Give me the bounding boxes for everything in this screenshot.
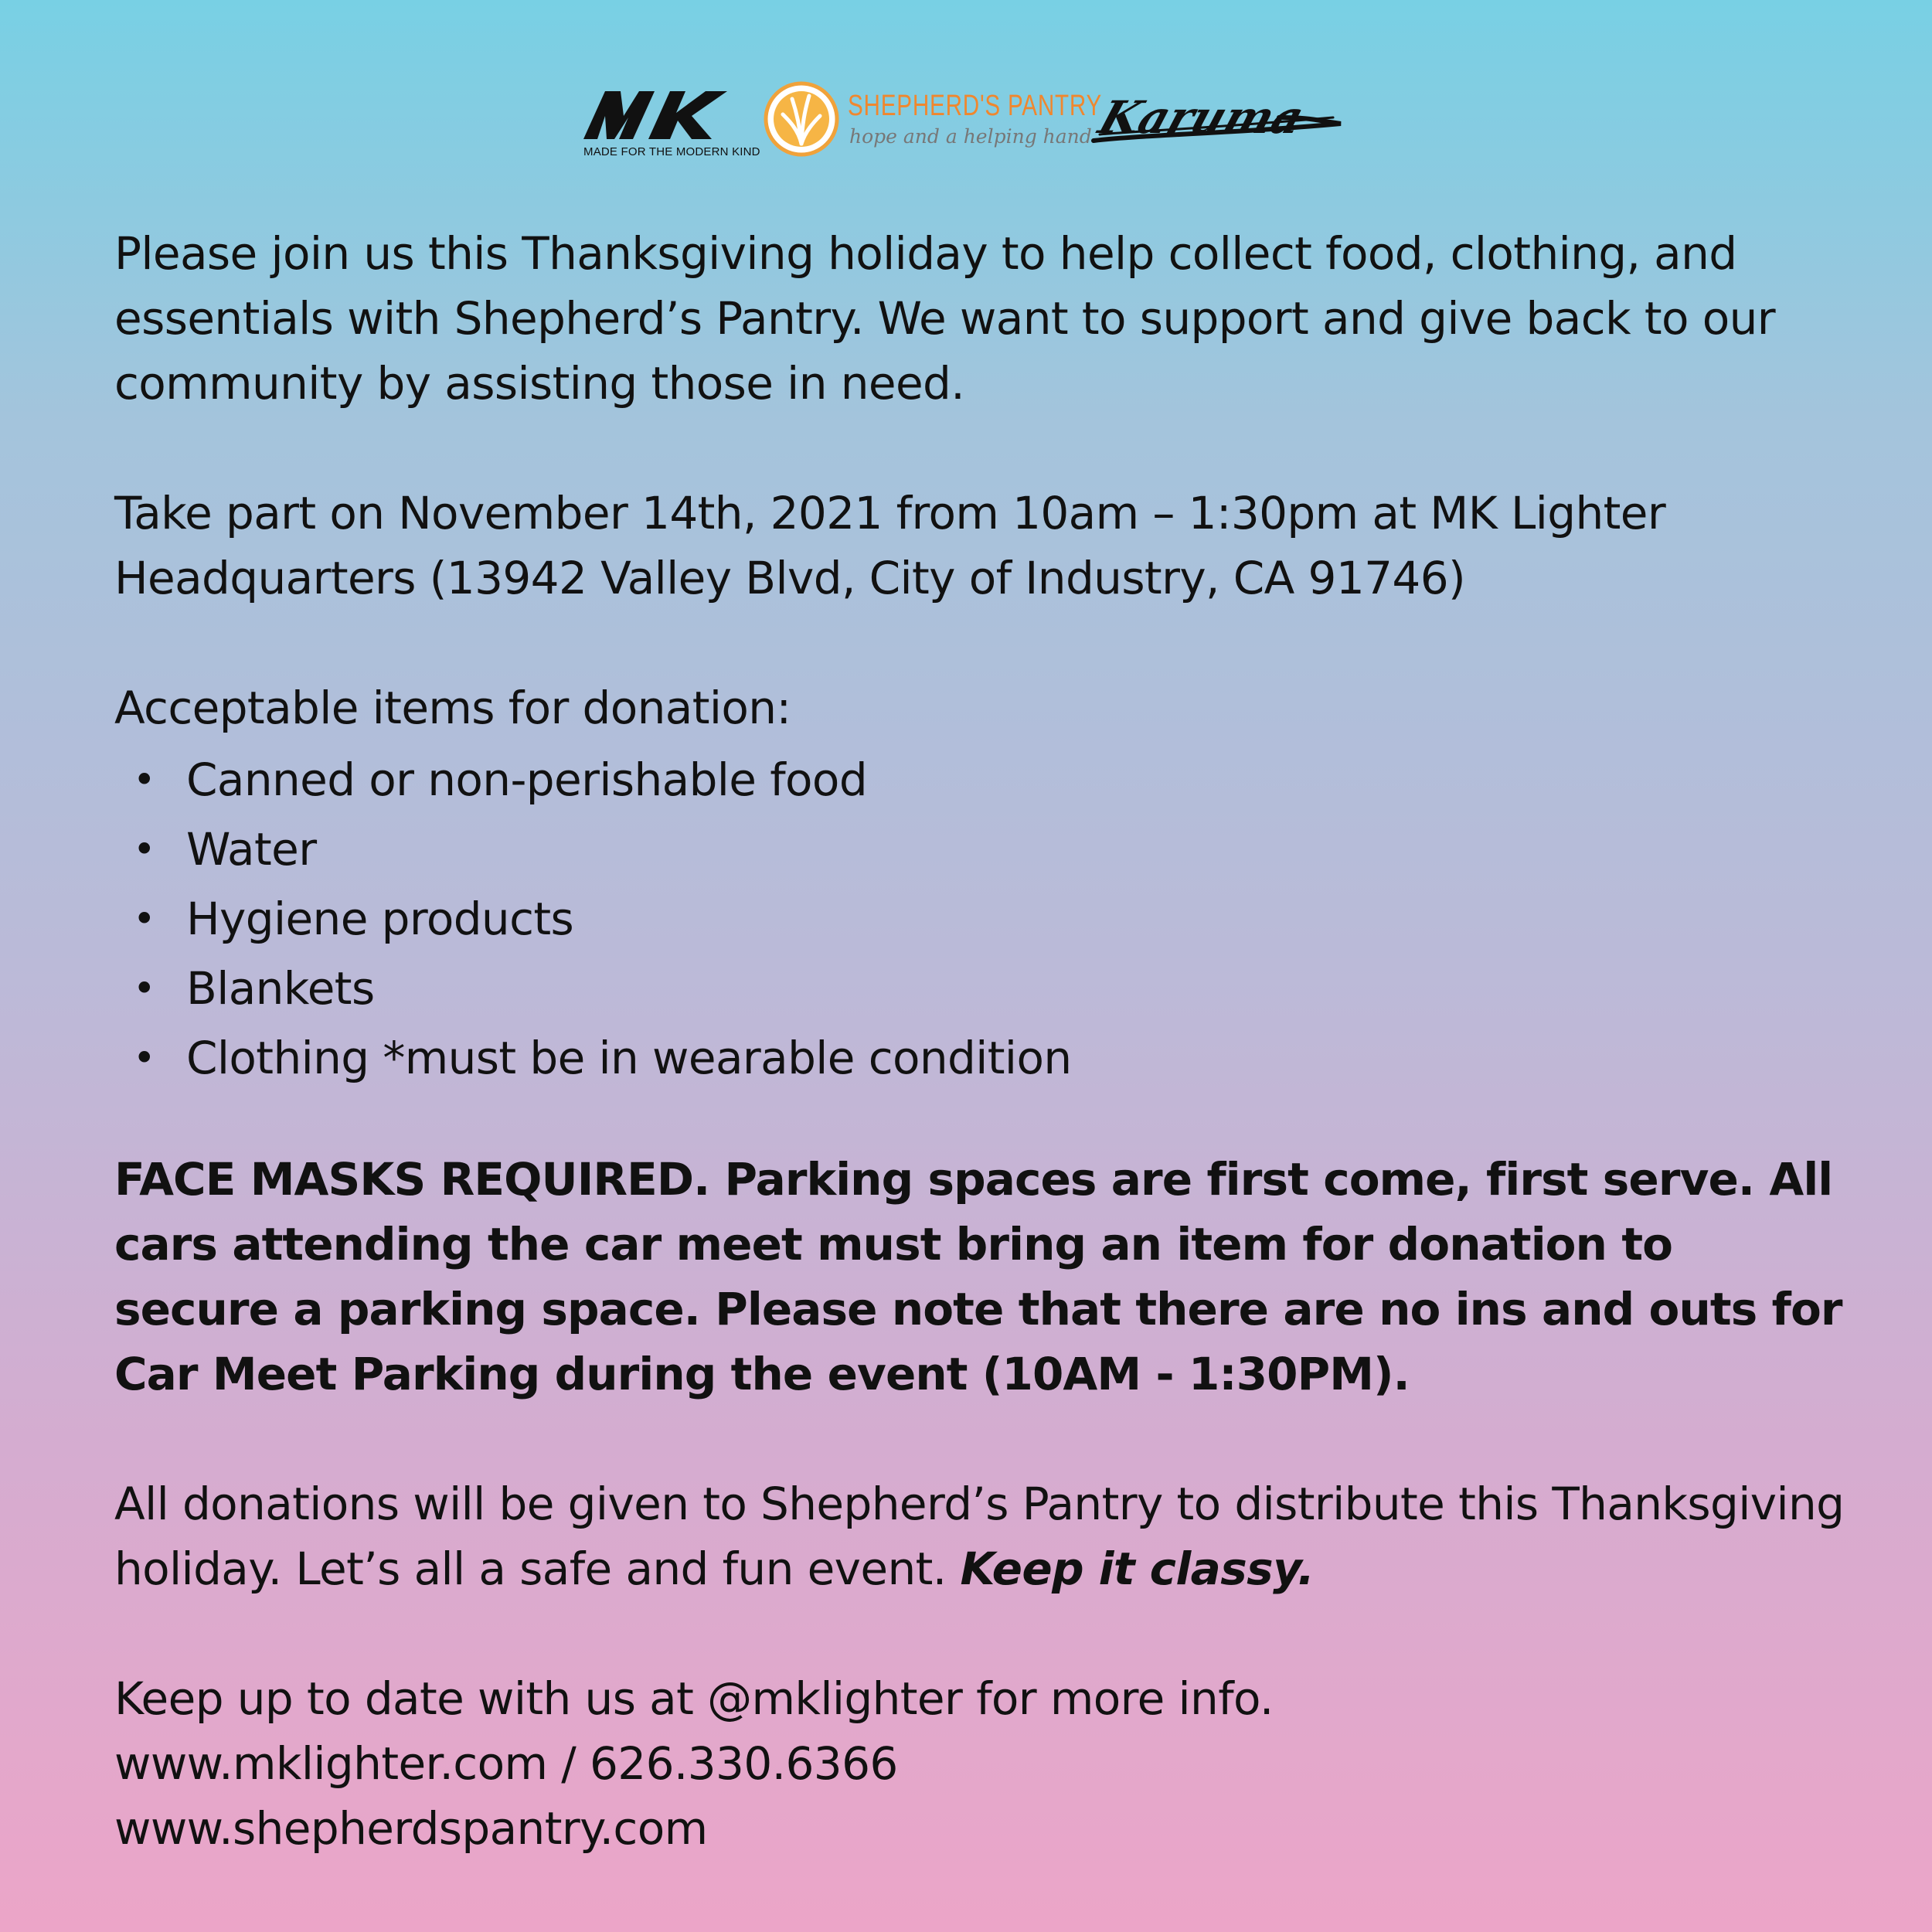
intro-paragraph: Please join us this Thanksgiving holiday to help collect food, clothing, and essentials with Shepherd’s Pantry. We want to support and give back to our community by assisting those in need. (114, 227, 1775, 410)
logo-row (0, 77, 1932, 162)
item-label: Hygiene products (186, 893, 574, 945)
shepherds-pantry-logo (761, 79, 1103, 160)
list-item (114, 1023, 1845, 1093)
bullet-icon: • (133, 966, 155, 1011)
closing-paragraph (114, 1471, 1845, 1601)
donation-heading: Acceptable items for donation: (114, 682, 791, 734)
closing-emphasis: Keep it classy. (960, 1543, 1315, 1595)
closing-text: All donations will be given to Shepherd’s Pantry to distribute this Thanksgiving holiday. Let’s all a safe and fun event. (114, 1478, 1845, 1595)
flyer-body (114, 221, 1845, 1861)
sp-tagline: hope and a helping hand (849, 125, 1092, 148)
bullet-icon: • (133, 827, 155, 872)
list-item (114, 815, 1845, 884)
list-item (114, 745, 1845, 815)
item-label: Clothing *must be in wearable condition (186, 1032, 1072, 1084)
sp-name: SHEPHERD'S PANTRY (848, 90, 1103, 122)
mk-tagline: MADE FOR THE MODERN KIND (583, 145, 760, 158)
event-details: Take part on November 14th, 2021 from 10am – 1:30pm at MK Lighter Headquarters (13942 Valley Blvd, City of Industry, CA 91746) (114, 487, 1666, 604)
bullet-icon: • (133, 757, 155, 802)
spacer (114, 611, 1845, 675)
parking-notice: FACE MASKS REQUIRED. Parking spaces are first come, first serve. All cars attending the car meet must bring an item for donation to secure a parking space. Please note that there are no ins and outs for Car Meet Parking during the event (10AM - 1:30PM). (114, 1153, 1842, 1400)
karuma-logo (1086, 87, 1349, 148)
spacer (114, 1601, 1845, 1666)
mk-logo (583, 85, 760, 159)
spacer (114, 1093, 1845, 1147)
item-label: Blankets (186, 962, 375, 1015)
spacer (114, 416, 1845, 481)
item-label: Water (186, 823, 317, 876)
wheat-icon (761, 79, 842, 159)
spacer (114, 1406, 1845, 1471)
contact-line-website: www.shepherdspantry.com (114, 1802, 708, 1855)
item-label: Canned or non-perishable food (186, 753, 868, 806)
bullet-icon: • (133, 896, 155, 941)
bullet-icon: • (133, 1036, 155, 1080)
mk-mark-icon (583, 85, 738, 143)
list-item (114, 884, 1845, 954)
donation-list (114, 745, 1845, 1093)
contact-line-social: Keep up to date with us at @mklighter for more info. (114, 1672, 1274, 1725)
contact-line-website-phone: www.mklighter.com / 626.330.6366 (114, 1737, 898, 1790)
list-item (114, 954, 1845, 1023)
karuma-wordmark: Karuma (1092, 91, 1311, 144)
